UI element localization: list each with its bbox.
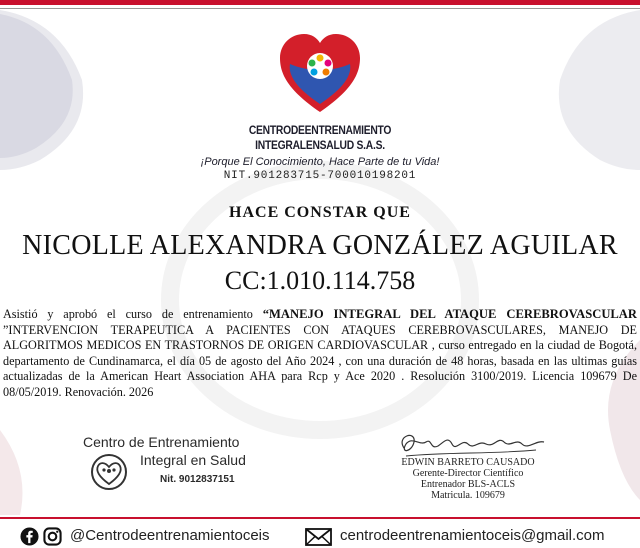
body-intro: Asistió y aprobó el curso de entrenamiento (3, 307, 263, 321)
facebook-icon[interactable] (20, 527, 39, 546)
footer (0, 524, 640, 548)
instagram-icon[interactable] (43, 527, 62, 546)
certificate-heading: HACE CONSTAR QUE (229, 204, 411, 221)
signatory-name: EDWIN BARRETO CAUSADO (401, 457, 535, 468)
social-handle[interactable]: @Centrodeentrenamientoceis (70, 527, 270, 544)
mail-icon (305, 528, 332, 546)
recipient-id: CC:1.010.114.758 (224, 266, 416, 295)
org-name-line2: INTEGRALENSALUD S.A.S. (255, 138, 385, 152)
stamp-heart-icon (90, 453, 128, 491)
org-name-line1: CENTRODEENTRENAMIENTO (248, 123, 392, 137)
signatory-role: Gerente-Director Científico (412, 468, 524, 479)
stamp-nit: Nit. 9012837151 (160, 474, 235, 485)
course-name: “MANEJO INTEGRAL DEL ATAQUE CEREBROVASCULAR (262, 307, 637, 321)
signatory-certification: Entrenador BLS-ACLS (420, 479, 516, 490)
footer-divider (0, 517, 640, 519)
signatory-registration: Matricula. 109679 (431, 490, 505, 501)
org-nit: NIT.901283715-700010198201 (223, 170, 417, 182)
top-divider (0, 8, 640, 9)
org-slogan: ¡Porque El Conocimiento, Hace Parte de tu Vida! (200, 156, 440, 168)
body-details: ”INTERVENCION TERAPEUTICA A PACIENTES CON ATAQUES CEREBROVASCULARES, MANEJO DE ALGORITMOS MEDICOS EN TRASTORNOS DE ORIGEN CARDIOVASCULAR , curso entregado en la ciudad de Bogotá, departamento de Cundinamarca, el día 05 de agosto del Año 2024 , con una duración de 48 horas, basada en las ultimas guías actualizadas de la American Heart Association AHA para Rcp y Ace 2020 . Resolución 3100/2019. Licencia 109679 De 08/05/2019. Renovación. 2026 (3, 322, 637, 399)
stamp-line1: Centro de Entrenamiento (83, 434, 240, 450)
top-accent-bar (0, 0, 640, 5)
stamp-line2: Integral en Salud (140, 452, 246, 468)
certificate-body (3, 307, 637, 401)
ceis-logo-icon (278, 32, 362, 116)
recipient-name: NICOLLE ALEXANDRA GONZÁLEZ AGUILAR (22, 230, 618, 261)
email-address[interactable]: centrodeentrenamientoceis@gmail.com (340, 527, 605, 544)
